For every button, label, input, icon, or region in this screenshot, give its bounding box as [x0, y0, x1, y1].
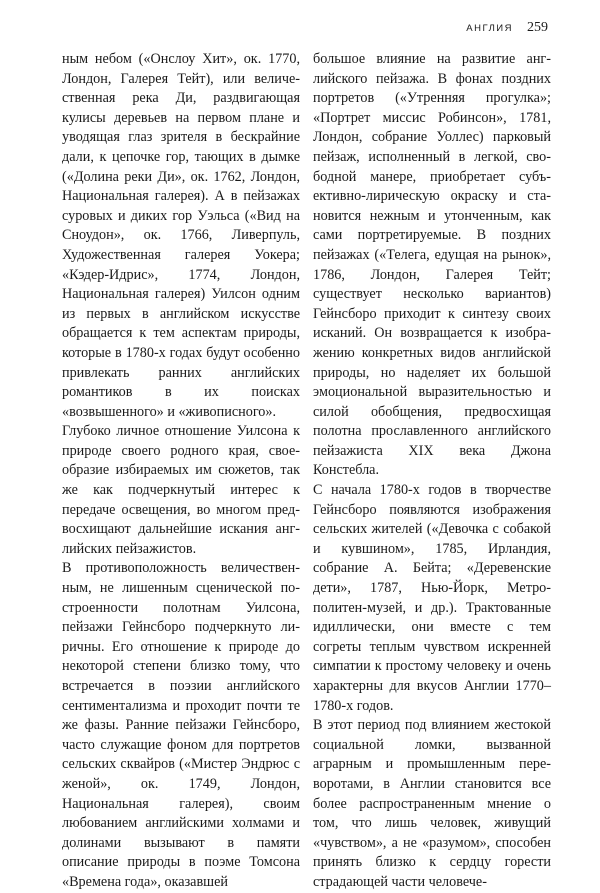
paragraph: В противоположность величественным, не лишенным сценической построенности полотнам Уилсона, пейзажи Гейнсборо подчеркнуто лиричны. Его отношение к природе до некоторой степени близко тому, что встречается в поэзии английского сентиментализма и проходит почти те же фазы. Ранние пейзажи Гейнсборо, часто служащие фоном для портретов сельских сквайров («Мистер Эндрюс с женой», ок. 1749, Лондон, Национальная галерея), своим любованием английскими холмами и долинами вызывают в памяти описание природы в поэме Томсона «Времена года», оказавшей	[62, 560, 300, 890]
text-column-right	[313, 50, 551, 893]
text-column-left	[62, 50, 300, 893]
paragraph: ным небом («Онслоу Хит», ок. 1770, Лондон, Галерея Тейт), или величественная река Ди, раздвигающая кулисы деревьев на первом плане и уводящая глаз зрителя в бескрайние дали, к цепочке гор, тающих в дымке («Долина реки Ди», ок. 1762, Лондон, Национальная галерея). А в пейзажах суровых и диких гор Уэльса («Вид на Сноудон», ок. 1766, Ливерпуль, Художественная галерея Уокера; «Кэдер-Идрис», 1774, Лондон, Национальная галерея) Уилсон одним из первых в английском искусстве обращается к тем аспектам природы, которые в 1780-х годах будут особенно привлекать ранних английских романтиков в их поисках «возвышенного» и «живописного».	[62, 51, 300, 420]
paragraph: С начала 1780-х годов в творчестве Гейнсборо появляются изображения сельских жителей («Девочка с собакой и кувшином», 1785, Ирландия, собрание А. Бейта; «Деревенские дети», 1787, Нью-Йорк, Метрополитен-музей, и др.). Трактованные идиллически, они вместе с тем согреты теплым чувством искренней симпатии к простому человеку и очень характерны для вкусов Англии 1770–1780-х годов.	[313, 482, 551, 714]
paragraph: большое влияние на развитие английского пейзажа. В фонах поздних портретов («Утренняя прогулка»; «Портрет миссис Робинсон», 1781, Лондон, собрание Уоллес) парковый пейзаж, исполненный в легкой, свободной манере, приобретает субъективно-лирическую окраску и становится нежным и утонченным, как сами портретируемые. В поздних пейзажах («Телега, едущая на рынок», 1786, Лондон, Галерея Тейт; существует несколько вариантов) Гейнсборо приходит к синтезу своих исканий. Он возвращается к изображению конкретных видов английской природы, но наделяет их большой эмоциональной выразительностью и силой обобщения, предвосхищая полотна прославленного английского пейзажиста XIX века Джона Констебла.	[313, 51, 551, 479]
paragraph: В этот период под влиянием жестокой социальной ломки, вызванной аграрным и промышленным переворотами, в Англии становится все более распространенным мнение о том, что лишь человек, живущий «чувством», а не «разумом», способен принять близко к сердцу горести страдающей части человече-	[313, 717, 551, 890]
paragraph: Глубоко личное отношение Уилсона к природе своего родного края, своеобразие избираемых им сюжетов, так же как подчеркнутый интерес к передаче освещения, во многом предвосхищают дальнейшие искания английских пейзажистов.	[62, 423, 300, 557]
page-number: 259	[527, 20, 548, 35]
running-head	[466, 20, 548, 36]
section-name: АНГЛИЯ	[466, 23, 513, 34]
